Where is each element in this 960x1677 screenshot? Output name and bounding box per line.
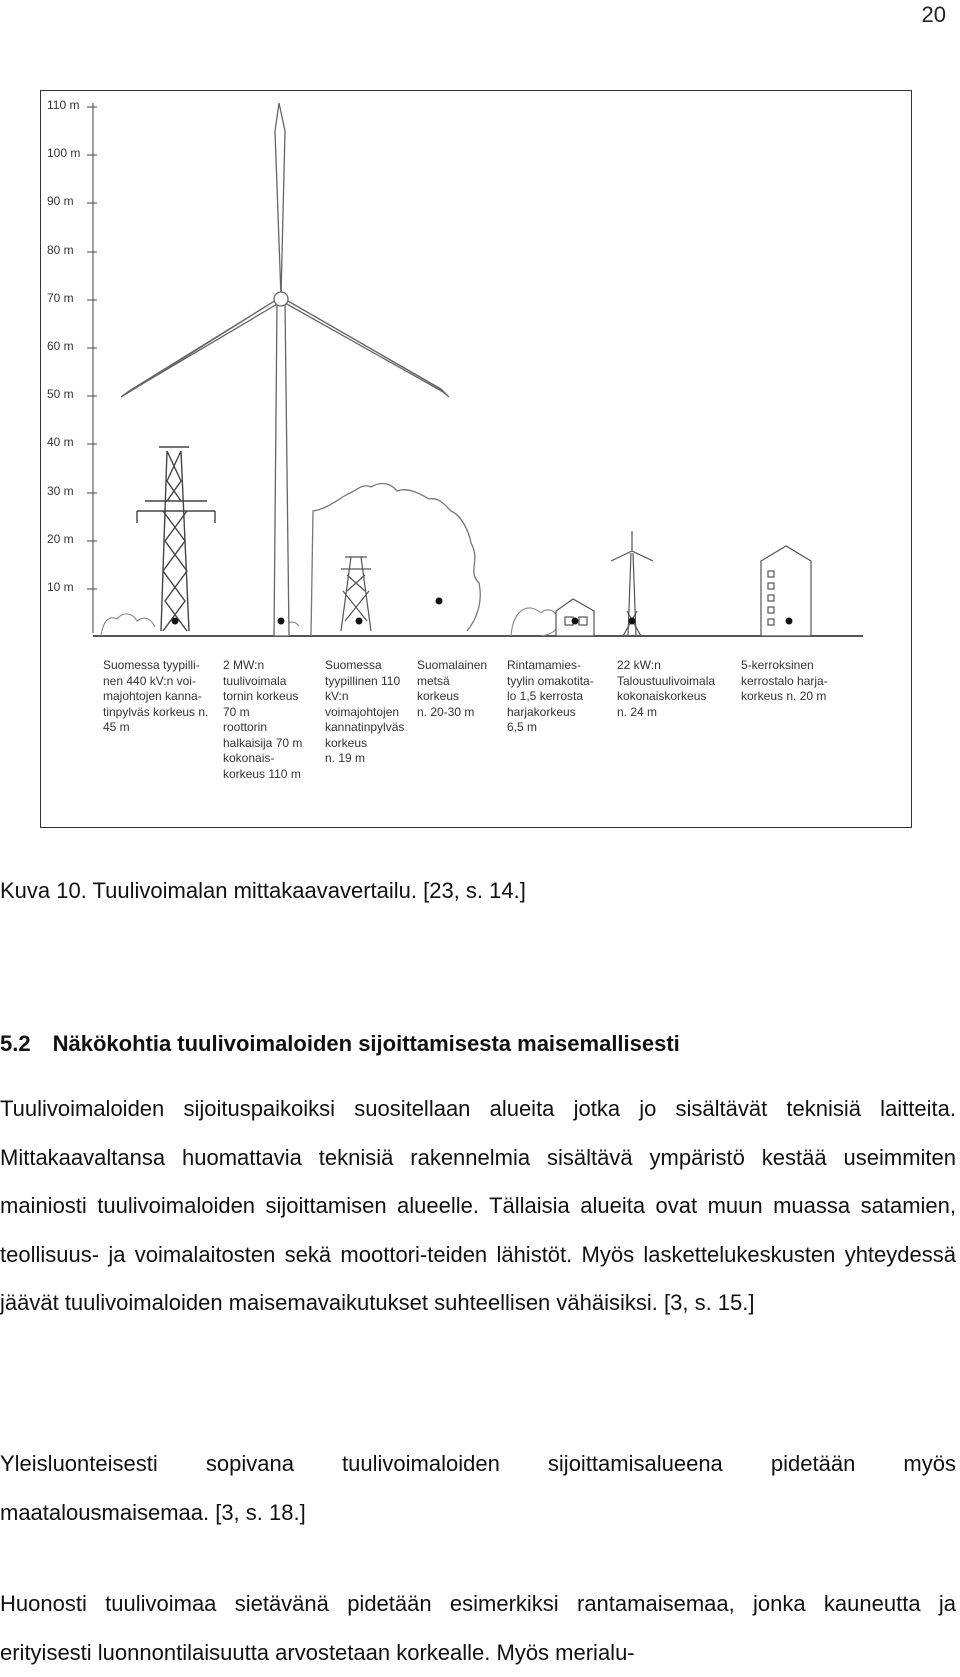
y-tick-label: 30 m [47,484,74,498]
paragraph: Huonosti tuulivoimaa sietävänä pidetään esimerkiksi rantamaisemaa, jonka kauneutta ja erityisesti luonnontilaisuutta arvostetaan korkealle. Myös merialu- [0,1591,956,1665]
section-heading [0,1031,680,1057]
paragraph: Yleisluonteisesti sopivana tuulivoimaloiden sijoittamisalueena pidetään myös maatalousmaisemaa. [3, s. 18.] [0,1451,956,1525]
transmission-tower-440kv [137,447,215,631]
label-440kv-tower: Suomessa tyypilli- nen 440 kV:n voi- majohtojen kanna- tinpylväs korkeus n. 45 m [103,658,209,734]
y-axis [87,103,97,633]
y-tick-label: 50 m [47,387,74,401]
label-forest: Suomalainen metsä korkeus n. 20-30 m [417,658,488,719]
label-markers [172,598,793,625]
y-tick-label: 80 m [47,243,74,257]
section-title: Näkökohtia tuulivoimaloiden sijoittamisesta maisemallisesti [52,1031,680,1056]
y-tick-label: 100 m [47,146,81,160]
label-110kv-tower: Suomessa tyypillinen 110 kV:n voimajohtojen kannatinpylväs korkeus n. 19 m [325,658,405,765]
wind-turbine-2mw [121,103,449,636]
label-22kw-turbine: 22 kW:n Taloustuulivoimala kokonaiskorkeus n. 24 m [617,658,716,719]
y-tick-label: 90 m [47,194,74,208]
page-number: 20 [921,2,946,27]
scale-comparison-figure [40,90,912,828]
y-tick-label: 110 m [47,98,80,112]
y-tick-label: 10 m [47,580,74,594]
label-house: Rintamamies- tyylin omakotita- lo 1,5 kerrosta harjakorkeus 6,5 m [507,658,594,734]
paragraph: Tuulivoimaloiden sijoituspaikoiksi suositellaan alueita jotka jo sisältävät teknisiä laitteita. Mittakaavaltansa huomattavia teknisiä rakennelmia sisältävä ympäristö kestää useimmiten mainiosti tuulivoimaloiden sijoittamisen alueelle. Tällaisia alueita ovat muun muassa satamien, teollisuus- ja voimalaitosten sekä moottori-teiden lähistöt. Myös laskettelukeskusten yhteydessä jäävät tuulivoimaloiden maisemavaikutukset suhteellisen vähäisiksi. [3, s. 15.] [0,1096,956,1316]
label-apartment: 5-kerroksinen kerrostalo harja- korkeus n. 20 m [741,658,828,703]
section-number: 5.2 [0,1031,31,1056]
y-tick-label: 60 m [47,339,74,353]
y-tick-label: 20 m [47,532,74,546]
label-2mw-turbine: 2 MW:n tuulivoimala tornin korkeus 70 m roottorin halkaisija 70 m kokonais- korkeus 110 m [223,658,303,781]
y-tick-label: 70 m [47,291,74,305]
y-tick-label: 40 m [47,435,74,449]
forest-outline [311,484,480,636]
figure-caption: Kuva 10. Tuulivoimalan mittakaavavertailu. [23, s. 14.] [0,878,526,903]
